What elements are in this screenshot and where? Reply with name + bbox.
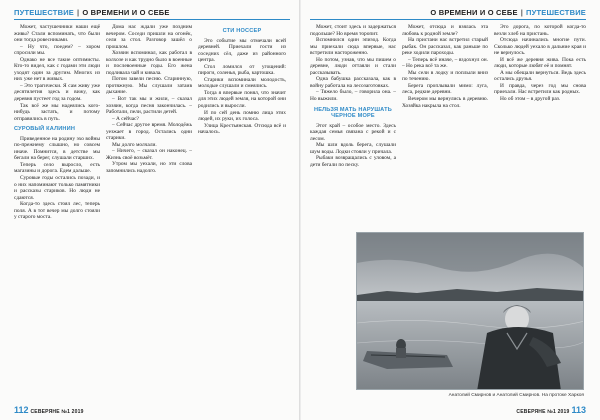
page-number: 113 <box>571 405 586 415</box>
paragraph: – Ничего, – сказал он наконец. – Жизнь своё возьмёт. <box>106 148 192 161</box>
paragraph: Утром мы уехали, но эти слова запомнились надолго. <box>106 161 192 175</box>
subheading: НЕЛЬЗЯ МАТЬ НАРУШАТЬ ЧЕРНОЕ МОРЕ <box>314 106 392 120</box>
left-col3-text <box>198 38 286 136</box>
landscape-photo-icon <box>356 232 584 390</box>
paragraph: И по сей день помню лица этих людей, их руки, их голоса. <box>198 109 286 123</box>
left-running-header <box>14 8 170 17</box>
right-running-header <box>430 8 586 17</box>
header-divider: | <box>77 8 80 17</box>
left-column-2 <box>106 24 192 175</box>
paragraph: Мы долго молчали. <box>112 141 157 148</box>
header-section: ПУТЕШЕСТВИЕ <box>526 8 586 17</box>
right-column-2 <box>402 24 488 224</box>
paragraph: Стол ломился от угощений: пироги, соленья, рыба, картошка. <box>198 63 286 77</box>
paragraph: Одна бабушка рассказала, как в войну работала на лесозаготовках. <box>310 76 396 89</box>
paragraph: Может, отсюда и взялась эта любовь к родной земле? <box>402 24 488 37</box>
paragraph: Отсюда начинались многие пути. Сколько людей уехало в дальние края и не вернулось. <box>494 37 586 57</box>
header-title: О ВРЕМЕНИ И О СЕБЕ <box>82 8 170 17</box>
paragraph: Рыбаки возвращались с уловом, а дети бегали по песку. <box>310 155 396 168</box>
paragraph: – Теперь всё иначе, – вздохнул он. – Но река всё та же. <box>402 56 488 70</box>
paragraph: – Вот так мы и жили, – сказал хозяин, когда песня закончилась. – Работали, пели, растили детей. <box>106 96 192 116</box>
header-title: О ВРЕМЕНИ И О СЕБЕ <box>430 8 518 17</box>
right-folio <box>516 405 586 415</box>
header-divider: | <box>520 8 523 17</box>
left-folio <box>14 405 84 415</box>
left-column-1 <box>14 24 100 221</box>
paragraph: Потом завели песню. Старинную, протяжную. Мы слушали затаив дыхание. <box>106 76 192 96</box>
paragraph: Дома нас ждали уже поздним вечером. Соседи пришли на огонёк, сели за стол. Разговор зашёл о прошлом. <box>106 24 192 50</box>
paragraph: Хозяин вспоминал, как работал в колхозе и как трудно было в военные и послевоенные годы. Его жена подливала чай и кивала. <box>106 50 192 76</box>
photo-caption: Анатолий Смирнов и Анатолий Смирнов. На протоке Харкоя <box>448 393 584 398</box>
paragraph: И всё же деревня жива. Пока есть люди, которые любят её и помнят. <box>494 56 586 70</box>
paragraph: Когда-то здесь стоял лес, теперь поля. А в тот вечер мы долго стояли у старого моста. <box>14 201 100 221</box>
left-column-3 <box>198 24 286 136</box>
paragraph: – Сейчас другое время. Молодёжь уезжает в город. Остались одни старики. <box>106 122 192 142</box>
paragraph: На пристани нас встретил старый рыбак. Он рассказал, как раньше по реке ходили пароходы. <box>402 37 488 57</box>
paragraph: Старики вспоминали молодость, молодые слушали и смеялись. <box>198 76 286 90</box>
paragraph: – Ну что, поедем? – хором спросили мы. <box>14 43 100 57</box>
right-column-3 <box>494 24 586 224</box>
paragraph: А мы обещали вернуться. Ведь здесь остались друзья. <box>494 69 586 83</box>
magazine-issue: СЕВЕРЯНЕ №1 2019 <box>516 409 570 415</box>
right-col1-text-b <box>310 123 396 169</box>
paragraph: И правда, через год мы снова приехали. Нас встретили как родных. <box>494 82 586 96</box>
paragraph: Суровые годы остались позади, и о них напоминают только памятники и рассказы стариков. Но люди не сдаются. <box>14 175 100 201</box>
paragraph: Так всё же мы надеялись кого-нибудь застать, и потому отправились в путь. <box>14 102 100 122</box>
paragraph: – А сейчас? <box>112 115 139 122</box>
paragraph: Может, стоит здесь и задержаться подольше? Но время торопит. <box>310 24 396 37</box>
subheading: СУРОВЫЙ КАЛИНИН <box>14 126 76 133</box>
paragraph: Берега проплывали мимо: луга, леса, редкие деревни. <box>402 82 488 96</box>
paragraph: Вспомнился один эпизод. Когда мы приехали сюда впервые, нас встретили настороженно. <box>310 37 396 57</box>
paragraph: Теперь село выросло, есть магазины и дорога. Едем дальше. <box>14 161 100 175</box>
paragraph: Но потом, узнав, что мы пишем о деревне, люди оттаяли и стали рассказывать. <box>310 56 396 76</box>
left-col1-text-b <box>14 136 100 221</box>
header-rule <box>14 19 290 20</box>
right-column-1 <box>310 24 396 168</box>
left-col1-text <box>14 24 100 122</box>
paragraph: Мы шли вдоль берега, слушали шум воды. Лодки стояли у причала. <box>310 142 396 155</box>
paragraph: – Тяжело было, – говорила она. – Но выжили. <box>310 89 396 103</box>
paragraph: Но об этом – в другой раз. <box>500 96 561 103</box>
paragraph: Тогда я впервые понял, что значит для этих людей земля, на которой они родились и выросли. <box>198 89 286 110</box>
header-section: ПУТЕШЕСТВИЕ <box>14 8 74 17</box>
spine-gutter <box>299 0 301 420</box>
header-rule <box>310 19 586 20</box>
paragraph: Может, частушечники наши ещё живы? Стали вспоминать, что были они тогда ровесниками. <box>14 24 100 44</box>
paragraph: Приведенное на родину эхо войны по-прежнему слышно, но совсем иначе. Помнится, в детстве мы бегали на берег, слушали старших. <box>14 135 100 162</box>
paragraph: Это дорога, по которой когда-то везли хлеб на пристань. <box>494 24 586 37</box>
paragraph: Однако не все такие оптимисты. Кто-то видел, как с годами эти люди уходят один за другим. Многих из них уже нет в живых. <box>14 56 100 83</box>
magazine-issue: СЕВЕРЯНЕ №1 2019 <box>30 409 84 415</box>
right-col1-text <box>310 24 396 103</box>
paragraph: Это событие мы отмечали всей деревней. Приехали гости из соседних сёл, даже из районного центра. <box>198 37 286 64</box>
paragraph: – Это трагически. Я сам живу уже десятилетия здесь и вижу, как деревня пустеет год за годом. <box>14 82 100 103</box>
paragraph: Этот край – особое место. Здесь каждая семья связана с рекой и с лесом. <box>310 122 396 142</box>
paragraph: Улица Крестьянская. Отсюда всё и началось. <box>198 122 286 136</box>
page-number: 112 <box>14 405 29 415</box>
paragraph: Вечером мы вернулись в деревню. Хозяйка накрыла на стол. <box>402 96 488 109</box>
subheading: СТИ НОССЕР <box>222 28 262 34</box>
paragraph: Мы сели в лодку и поплыли вниз по течению. <box>402 69 488 83</box>
river-photo <box>357 233 584 390</box>
